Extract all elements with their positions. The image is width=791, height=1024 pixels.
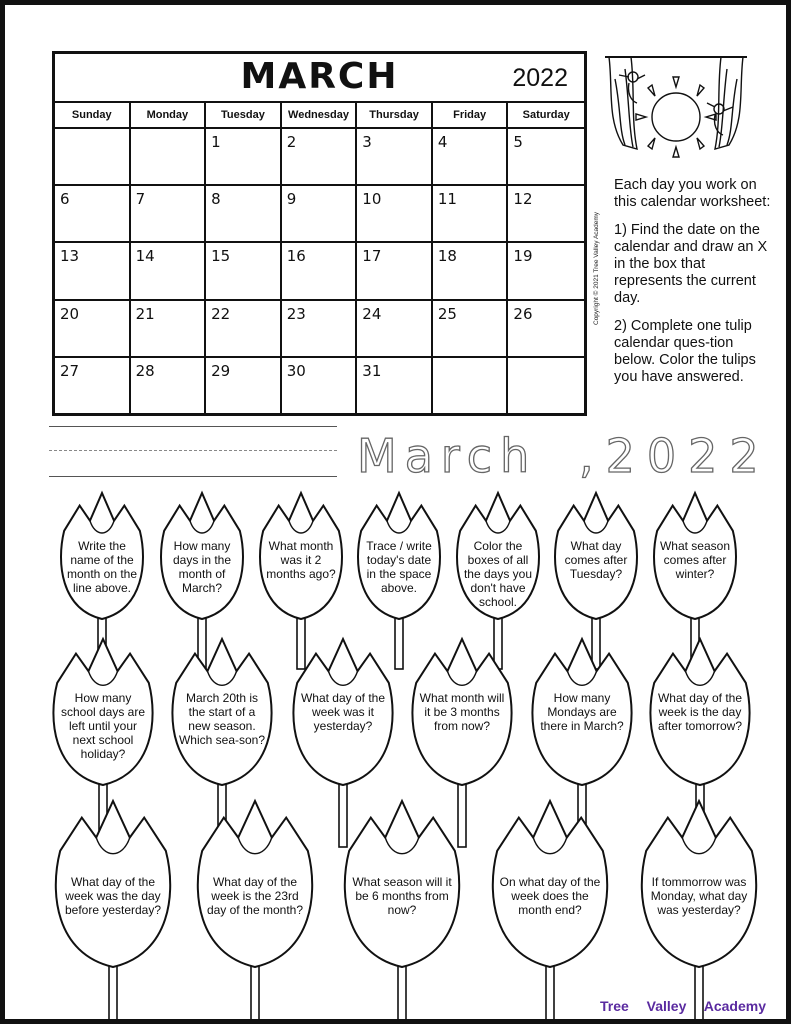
tulip-question-text: Color the boxes of all the days you don't have school. — [463, 539, 533, 609]
calendar-day-cell[interactable]: 19 — [508, 243, 584, 300]
trace-date[interactable] — [357, 429, 777, 489]
sun-curtains-illustration — [601, 49, 751, 169]
tulip-stem — [398, 961, 406, 1024]
calendar-day-cell[interactable]: 25 — [433, 301, 509, 358]
tulip-question-text: What season comes after winter? — [659, 539, 731, 581]
weekday-header: Saturday — [508, 103, 584, 129]
instructions-step-1: 1) Find the date on the calendar and draw an X in the box that represents the current day. — [614, 222, 768, 306]
weekday-header: Thursday — [357, 103, 433, 129]
calendar-day-cell[interactable]: 17 — [357, 243, 433, 300]
calendar-day-cell[interactable]: 18 — [433, 243, 509, 300]
tulip-question-text: What day of the week is the day after tomorrow? — [657, 691, 743, 733]
tulip-question-card[interactable] — [195, 801, 315, 1024]
brand-footer: Tree Valley Academy — [599, 998, 766, 1014]
tulip-question-card[interactable] — [639, 801, 759, 1024]
tulip-stem — [395, 613, 403, 669]
calendar-day-cell[interactable]: 15 — [206, 243, 282, 300]
calendar-day-cell[interactable]: 9 — [282, 186, 358, 243]
tulip-question-text: What month was it 2 months ago? — [266, 539, 336, 581]
calendar-day-cell[interactable]: 7 — [131, 186, 207, 243]
calendar-day-cell[interactable]: 12 — [508, 186, 584, 243]
tulip-question-text: Trace / write today's date in the space above. — [366, 539, 432, 595]
calendar-day-cell[interactable]: 2 — [282, 129, 358, 186]
tulip-stem — [109, 961, 117, 1024]
tulip-question-text: March 20th is the start of a new season. Which sea-son? — [178, 691, 266, 747]
weekday-header: Sunday — [55, 103, 131, 129]
weekday-header: Monday — [131, 103, 207, 129]
trace-year-text: ,2022 — [579, 429, 771, 483]
tulip-question-text: What day comes after Tuesday? — [564, 539, 628, 581]
calendar-day-cell[interactable]: 22 — [206, 301, 282, 358]
tulip-question-text: What day of the week was it yesterday? — [300, 691, 386, 733]
writing-line-top — [49, 426, 337, 427]
tulip-question-text: What day of the week was the day before yesterday? — [64, 875, 162, 917]
weekday-header: Tuesday — [206, 103, 282, 129]
instructions-intro: Each day you work on this calendar worksheet: — [614, 177, 771, 210]
writing-line-bottom[interactable] — [49, 476, 337, 477]
tulip-question-text: What month will it be 3 months from now? — [419, 691, 505, 733]
tulip-question-card[interactable] — [342, 801, 462, 1024]
calendar-grid — [55, 103, 584, 415]
calendar-day-cell[interactable] — [433, 358, 509, 415]
calendar-day-cell[interactable]: 24 — [357, 301, 433, 358]
calendar-day-cell[interactable]: 8 — [206, 186, 282, 243]
march-calendar — [52, 51, 587, 416]
calendar-year: 2022 — [512, 64, 568, 92]
calendar-day-cell[interactable]: 30 — [282, 358, 358, 415]
calendar-day-cell[interactable]: 4 — [433, 129, 509, 186]
tulip-stem — [546, 961, 554, 1024]
calendar-day-cell[interactable]: 14 — [131, 243, 207, 300]
calendar-day-cell[interactable] — [55, 129, 131, 186]
calendar-day-cell[interactable]: 10 — [357, 186, 433, 243]
calendar-day-cell[interactable]: 26 — [508, 301, 584, 358]
copyright-note: Copyright © 2021 Tree Valley Academy — [593, 211, 600, 325]
weekday-header: Friday — [433, 103, 509, 129]
calendar-day-cell[interactable]: 21 — [131, 301, 207, 358]
calendar-day-cell[interactable] — [131, 129, 207, 186]
calendar-day-cell[interactable]: 16 — [282, 243, 358, 300]
calendar-day-cell[interactable]: 1 — [206, 129, 282, 186]
calendar-day-cell[interactable]: 20 — [55, 301, 131, 358]
tulip-stem — [251, 961, 259, 1024]
calendar-header — [55, 54, 584, 103]
tulip-question-text: If tommorrow was Monday, what day was yesterday? — [650, 875, 748, 917]
calendar-day-cell[interactable]: 13 — [55, 243, 131, 300]
tulip-question-text: On what day of the week does the month end? — [499, 875, 601, 917]
calendar-day-cell[interactable]: 23 — [282, 301, 358, 358]
instructions-step-2: 2) Complete one tulip calendar ques-tion below. Color the tulips you have answered. — [614, 318, 756, 385]
calendar-day-cell[interactable]: 6 — [55, 186, 131, 243]
calendar-day-cell[interactable]: 31 — [357, 358, 433, 415]
calendar-month-title: MARCH — [240, 56, 399, 97]
tulip-question-text: Write the name of the month on the line above. — [66, 539, 138, 595]
tulip-question-text: How many days in the month of March? — [172, 539, 232, 595]
tulip-question-card[interactable] — [53, 801, 173, 1024]
calendar-day-cell[interactable]: 29 — [206, 358, 282, 415]
writing-line-dashed — [49, 450, 337, 451]
weekday-header: Wednesday — [282, 103, 358, 129]
calendar-day-cell[interactable]: 11 — [433, 186, 509, 243]
tulip-question-text: What day of the week is the 23rd day of the month? — [206, 875, 304, 917]
tulip-question-text: What season will it be 6 months from now? — [352, 875, 452, 917]
calendar-day-cell[interactable] — [508, 358, 584, 415]
trace-month-text: March — [357, 429, 538, 483]
calendar-day-cell[interactable]: 5 — [508, 129, 584, 186]
calendar-day-cell[interactable]: 3 — [357, 129, 433, 186]
calendar-day-cell[interactable]: 28 — [131, 358, 207, 415]
tulip-stem — [695, 961, 703, 1024]
tulip-question-card[interactable] — [490, 801, 610, 1024]
tulip-question-text: How many school days are left until your next school holiday? — [60, 691, 146, 761]
calendar-day-cell[interactable]: 27 — [55, 358, 131, 415]
tulip-question-text: How many Mondays are there in March? — [540, 691, 624, 733]
instructions-panel — [614, 177, 774, 397]
